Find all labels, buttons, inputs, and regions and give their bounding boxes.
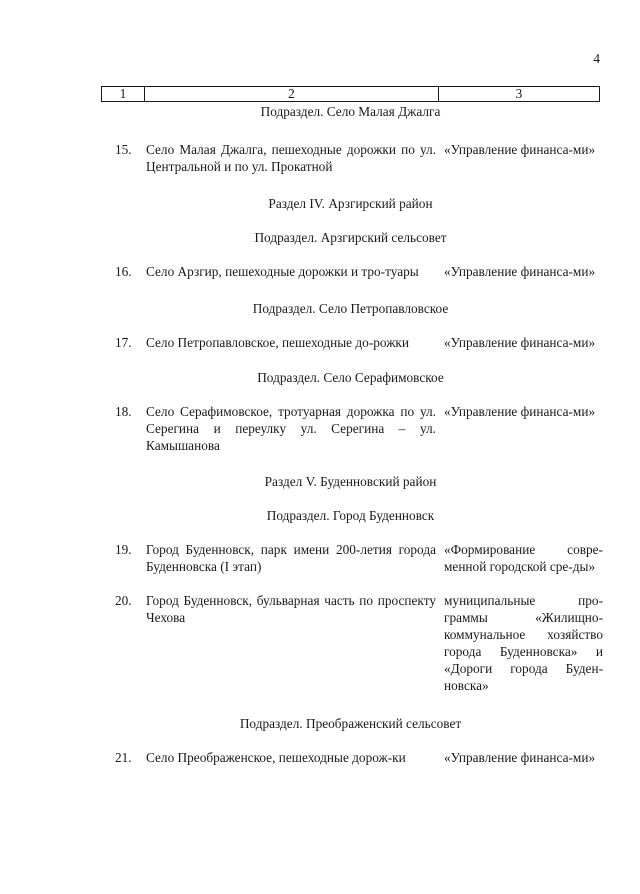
object-name: Город Буденновск, парк имени 200-летия города Буденновска (I этап) — [146, 542, 436, 574]
row-number: 20. — [115, 593, 132, 608]
section-heading: Раздел IV. Арзгирский район — [268, 196, 433, 211]
table-row — [101, 749, 600, 766]
subsection-heading: Подраздел. Село Серафимовское — [257, 370, 444, 385]
column-header-2: 2 — [145, 87, 439, 101]
subsection-heading: Подраздел. Город Буденновск — [266, 508, 435, 523]
table-row — [101, 403, 600, 454]
column-header-3: 3 — [515, 86, 523, 101]
subsection-heading: Подраздел. Село Малая Джалга — [260, 104, 441, 119]
row-number: 21. — [115, 750, 132, 765]
table-row — [101, 334, 600, 351]
column-header-row — [101, 86, 600, 102]
program-name: «Управление финанса-ми» — [444, 750, 596, 765]
program-name: «Управление финанса-ми» — [444, 264, 596, 279]
object-name: Город Буденновск, бульварная часть по проспекту Чехова — [146, 593, 436, 625]
row-number: 18. — [115, 404, 132, 419]
column-header-1: 1 — [102, 87, 145, 101]
program-name: «Управление финанса-ми» — [444, 142, 596, 157]
section-heading: Раздел V. Буденновский район — [264, 474, 437, 489]
table-row — [101, 592, 603, 694]
object-name: Село Арзгир, пешеходные дорожки и тро-туары — [146, 264, 419, 279]
object-name: Село Серафимовское, тротуарная дорожка по ул. Серегина и переулку ул. Серегина – ул. Камышанова — [146, 404, 436, 453]
object-name: Село Петропавловское, пешеходные до-рожки — [146, 335, 409, 350]
row-number: 19. — [115, 542, 132, 557]
page-number: 4 — [593, 51, 600, 66]
row-number: 17. — [115, 335, 132, 350]
program-name: «Формирование совре-менной городской сре-ды» — [444, 542, 603, 574]
table-row — [101, 263, 600, 280]
subsection-heading: Подраздел. Арзгирский сельсовет — [254, 230, 447, 245]
table-row — [101, 141, 600, 175]
row-number: 16. — [115, 264, 132, 279]
subsection-heading: Подраздел. Преображенский сельсовет — [239, 716, 462, 731]
object-name: Село Малая Джалга, пешеходные дорожки по ул. Центральной и по ул. Прокатной — [146, 142, 436, 174]
program-name: муниципальные про-граммы «Жилищно-коммунальное хозяйство города Буденновска» и «Дороги города Буден-новска» — [444, 593, 603, 693]
document-body — [101, 103, 603, 766]
table-row — [101, 541, 603, 575]
row-number: 15. — [115, 142, 132, 157]
subsection-heading: Подраздел. Село Петропавловское — [252, 301, 449, 316]
object-name: Село Преображенское, пешеходные дорож-ки — [146, 750, 406, 765]
program-name: «Управление финанса-ми» — [444, 335, 596, 350]
program-name: «Управление финанса-ми» — [444, 404, 596, 419]
